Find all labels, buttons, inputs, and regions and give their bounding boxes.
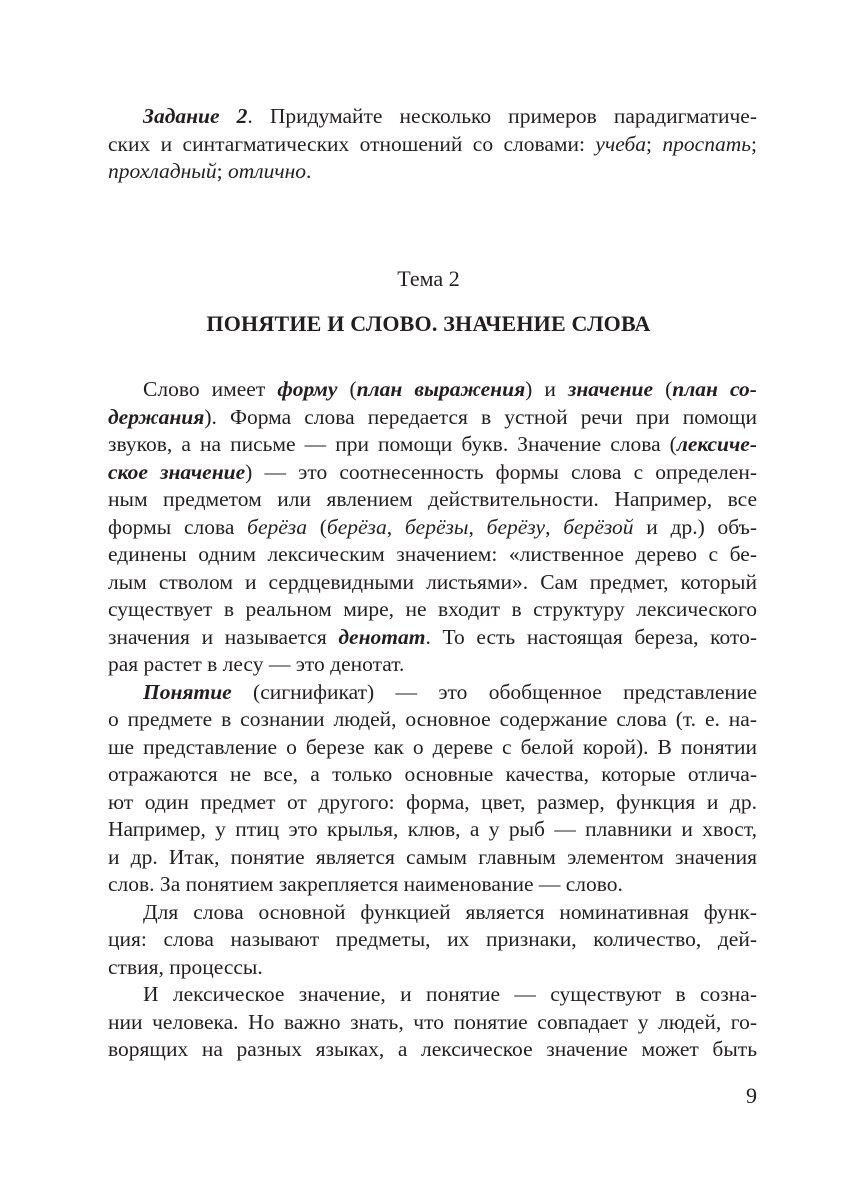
text-run: ,: [545, 514, 564, 539]
emphasized-term: ское значение: [108, 459, 246, 484]
text-line: [108, 651, 757, 679]
text-line: [108, 376, 757, 404]
text-run: звуков, а на письме — при помощи букв. Значение слова (: [108, 432, 677, 456]
text-run: . Придумайте несколько примеров парадигматиче-: [247, 104, 758, 128]
text-run: ). Форма слова передается в устной речи при помощи: [204, 404, 757, 429]
text-run: и др. Итак, понятие является самым главным элементом значения: [108, 844, 757, 869]
text-run: о предмете в сознании людей, основное содержание слова (т. е. на-: [108, 707, 757, 731]
text-line: [108, 596, 757, 624]
text-run: (: [306, 514, 327, 539]
text-line: [108, 706, 757, 734]
emphasized-term: план выражения: [356, 377, 526, 401]
emphasized-term: лексиче-: [676, 432, 757, 456]
text-line: [108, 131, 757, 159]
paragraph: [108, 899, 757, 982]
italic-term: берёзой: [563, 514, 634, 539]
text-run: ;: [216, 159, 228, 183]
text-run: ;: [646, 131, 663, 156]
text-line: [108, 679, 757, 707]
text-run: ,: [468, 514, 487, 539]
text-run: ,: [386, 514, 405, 539]
text-run: (: [337, 377, 357, 401]
italic-term: отлично: [227, 159, 307, 183]
emphasized-term: форму: [277, 377, 338, 401]
text-line: [108, 459, 757, 487]
text-run: (: [653, 377, 673, 401]
paragraph: [108, 376, 757, 679]
italic-term: берёзу: [486, 514, 546, 539]
text-line: [108, 569, 757, 597]
emphasized-term: держания: [108, 404, 205, 429]
text-run: ;: [751, 131, 757, 156]
text-run: Для слова основной функцией является номинативная функ-: [143, 899, 757, 924]
text-line: [108, 103, 757, 131]
emphasized-term: Задание 2: [143, 104, 248, 128]
italic-term: прохладный: [108, 159, 217, 183]
text-line: [108, 431, 757, 459]
text-line: [108, 871, 757, 899]
italic-term: берёза: [326, 514, 387, 539]
text-line: [108, 926, 757, 954]
text-run: лым стволом и сердцевидными листьями». Сам предмет, который: [108, 569, 757, 594]
text-run: Например, у птиц это крылья, клюв, а у рыб — плавники и хвост,: [108, 817, 757, 841]
italic-term: проспать: [662, 131, 752, 156]
emphasized-term: план со-: [672, 377, 757, 401]
text-line: [108, 981, 757, 1009]
paragraph: [108, 679, 757, 899]
text-run: нии человека. Но важно знать, что понятие совпадает у людей, го-: [108, 1009, 757, 1034]
text-line: [108, 816, 757, 844]
chapter-heading: ПОНЯТИЕ И СЛОВО. ЗНАЧЕНИЕ СЛОВА: [206, 311, 651, 336]
text-run: ) — это соотнесенность формы слова с определен-: [245, 459, 757, 484]
text-run: ют один предмет от другого: форма, цвет, размер, функция и др.: [108, 789, 757, 814]
text-run: ция: слова называют предметы, их признаки, количество, дей-: [108, 927, 757, 951]
text-line: [108, 789, 757, 817]
text-line: [108, 404, 757, 432]
text-run: И лексическое значение, и понятие — существуют в созна-: [143, 982, 757, 1006]
italic-term: берёза: [247, 514, 307, 539]
text-line: [108, 844, 757, 872]
body-text: [108, 376, 757, 1064]
emphasized-term: значение: [567, 377, 654, 401]
italic-term: учеба: [595, 131, 647, 156]
text-run: единены одним лексическим значением: «лиственное дерево с бе-: [108, 542, 757, 566]
text-run: рая растет в лесу — это денотат.: [108, 652, 405, 676]
text-run: . То есть настоящая береза, кото-: [425, 624, 758, 649]
text-run: .: [306, 159, 312, 183]
italic-term: берёзы: [404, 514, 469, 539]
text-line: [108, 158, 757, 186]
emphasized-term: денотат: [338, 624, 426, 649]
emphasized-term: Понятие: [143, 679, 232, 704]
text-run: значения и называется: [108, 624, 339, 649]
theme-label: Тема 2: [397, 266, 460, 291]
text-line: [108, 761, 757, 789]
text-run: ным предметом или явлением действительности. Например, все: [108, 487, 757, 511]
text-run: ) и: [525, 377, 568, 401]
text-run: и др.) объ-: [633, 514, 757, 539]
text-run: существует в реальном мире, не входит в структуру лексического: [108, 597, 757, 621]
text-run: (сигнификат) — это обобщенное представление: [231, 679, 757, 704]
text-run: ствия, процессы.: [108, 954, 263, 979]
paragraph: [108, 981, 757, 1064]
text-line: [108, 514, 757, 542]
text-line: [108, 899, 757, 927]
text-line: [108, 1009, 757, 1037]
text-run: слов. За понятием закрепляется наименование — слово.: [108, 872, 623, 896]
text-run: отражаются не все, а только основные качества, которые отлича-: [108, 762, 757, 786]
text-run: ских и синтагматических отношений со словами:: [108, 131, 596, 156]
text-run: ше представление о березе как о дереве с белой корой). В понятии: [108, 734, 757, 759]
task-block: [108, 103, 757, 186]
text-line: [108, 541, 757, 569]
text-line: [108, 1036, 757, 1064]
text-line: [108, 734, 757, 762]
text-line: [108, 954, 757, 982]
text-run: Слово имеет: [143, 377, 278, 401]
text-line: [108, 624, 757, 652]
text-run: ворящих на разных языках, а лексическое значение может быть: [108, 1037, 757, 1061]
text-line: [108, 486, 757, 514]
page-number: 9: [746, 1083, 757, 1108]
text-run: формы слова: [108, 514, 248, 539]
